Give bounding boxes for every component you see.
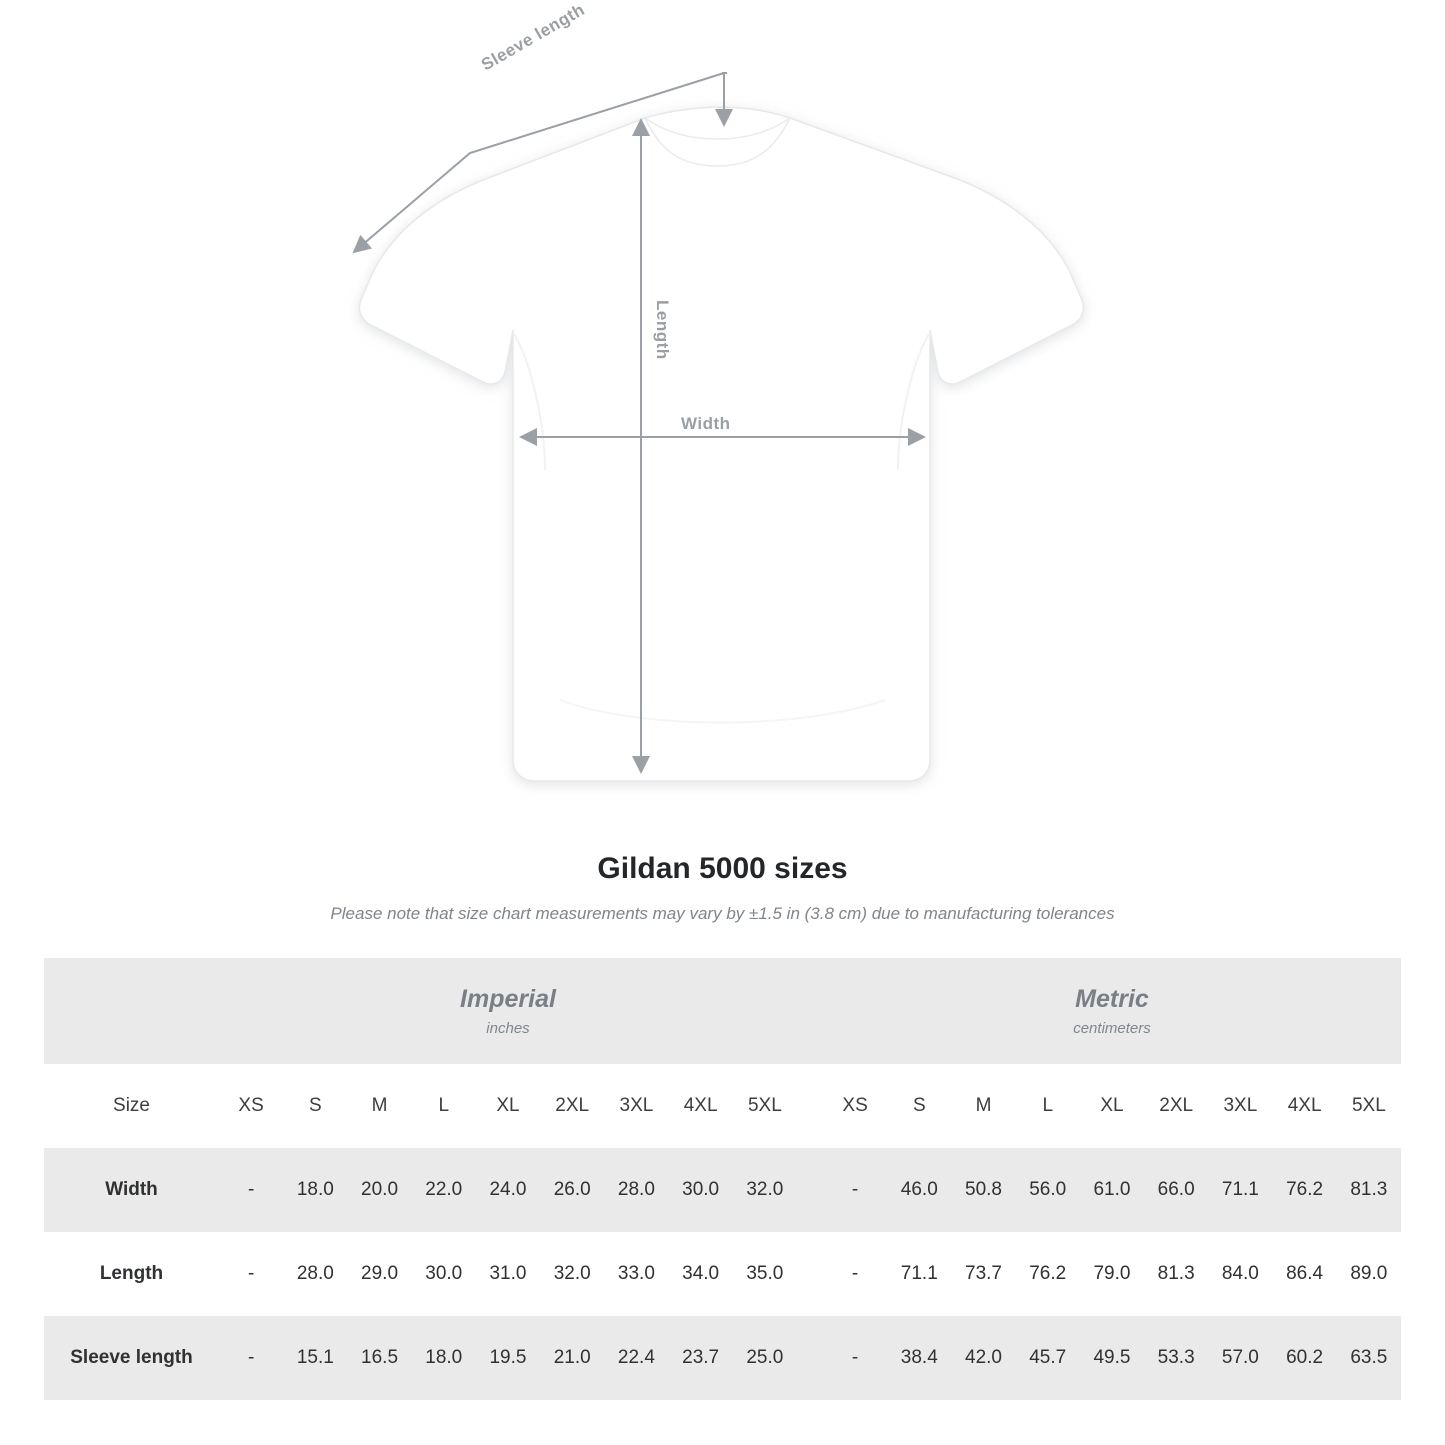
row-label-length: Length — [44, 1232, 219, 1316]
width-metric-2xl: 66.0 — [1144, 1148, 1208, 1232]
sleeve-metric-xl: 49.5 — [1080, 1316, 1144, 1400]
width-metric-s: 46.0 — [887, 1148, 951, 1232]
length-metric-l: 76.2 — [1016, 1232, 1080, 1316]
sleeve-metric-l: 45.7 — [1016, 1316, 1080, 1400]
sleeve-metric-s: 38.4 — [887, 1316, 951, 1400]
width-metric-5xl: 81.3 — [1337, 1148, 1401, 1232]
title-block — [0, 852, 1445, 924]
unit-header-spacer — [44, 958, 219, 1064]
header-metric-5xl: 5XL — [1337, 1064, 1401, 1148]
length-metric-2xl: 81.3 — [1144, 1232, 1208, 1316]
header-metric-xl: XL — [1080, 1064, 1144, 1148]
metric-subtitle: centimeters — [1073, 1019, 1151, 1037]
sleeve-metric-m: 42.0 — [951, 1316, 1015, 1400]
sleeve-imperial-3xl: 22.4 — [604, 1316, 668, 1400]
table-row-sleeve-length — [44, 1316, 1401, 1400]
sleeve-imperial-xs: - — [219, 1316, 283, 1400]
header-metric-4xl: 4XL — [1273, 1064, 1337, 1148]
sleeve-metric-4xl: 60.2 — [1273, 1316, 1337, 1400]
imperial-title: Imperial — [460, 985, 556, 1014]
row-label-width: Width — [44, 1148, 219, 1232]
header-imperial-xl: XL — [476, 1064, 540, 1148]
sleeve-imperial-m: 16.5 — [347, 1316, 411, 1400]
length-metric-m: 73.7 — [951, 1232, 1015, 1316]
sleeve-imperial-4xl: 23.7 — [669, 1316, 733, 1400]
length-imperial-m: 29.0 — [347, 1232, 411, 1316]
width-imperial-5xl: 32.0 — [733, 1148, 797, 1232]
metric-title: Metric — [1075, 985, 1149, 1014]
width-metric-xs: - — [823, 1148, 887, 1232]
width-imperial-s: 18.0 — [283, 1148, 347, 1232]
length-label: Length — [653, 300, 672, 360]
page-title: Gildan 5000 sizes — [597, 852, 848, 885]
length-metric-5xl: 89.0 — [1337, 1232, 1401, 1316]
header-imperial-l: L — [412, 1064, 476, 1148]
header-metric-2xl: 2XL — [1144, 1064, 1208, 1148]
sleeve-metric-5xl: 63.5 — [1337, 1316, 1401, 1400]
header-imperial-s: S — [283, 1064, 347, 1148]
row-label-sleeve-length: Sleeve length — [44, 1316, 219, 1400]
length-gap — [797, 1232, 823, 1316]
sleeve-metric-2xl: 53.3 — [1144, 1316, 1208, 1400]
header-imperial-5xl: 5XL — [733, 1064, 797, 1148]
size-table — [44, 958, 1401, 1400]
length-metric-4xl: 86.4 — [1273, 1232, 1337, 1316]
length-imperial-xs: - — [219, 1232, 283, 1316]
table-row-width — [44, 1148, 1401, 1232]
header-imperial-3xl: 3XL — [604, 1064, 668, 1148]
width-metric-4xl: 76.2 — [1273, 1148, 1337, 1232]
header-metric-l: L — [1016, 1064, 1080, 1148]
width-imperial-4xl: 30.0 — [669, 1148, 733, 1232]
width-metric-l: 56.0 — [1016, 1148, 1080, 1232]
header-imperial-2xl: 2XL — [540, 1064, 604, 1148]
header-imperial-xs: XS — [219, 1064, 283, 1148]
header-metric-xs: XS — [823, 1064, 887, 1148]
width-imperial-l: 22.0 — [412, 1148, 476, 1232]
unit-header-row — [44, 958, 1401, 1064]
width-imperial-3xl: 28.0 — [604, 1148, 668, 1232]
sleeve-imperial-xl: 19.5 — [476, 1316, 540, 1400]
sleeve-gap — [797, 1316, 823, 1400]
sleeve-metric-xs: - — [823, 1316, 887, 1400]
length-metric-xl: 79.0 — [1080, 1232, 1144, 1316]
unit-header-imperial — [219, 958, 797, 1064]
length-imperial-3xl: 33.0 — [604, 1232, 668, 1316]
tshirt-shape — [359, 107, 1083, 781]
sleeve-imperial-2xl: 21.0 — [540, 1316, 604, 1400]
sleeve-length-label: Sleeve length — [478, 0, 589, 75]
size-header-row — [44, 1064, 1401, 1148]
width-metric-3xl: 71.1 — [1208, 1148, 1272, 1232]
sleeve-imperial-l: 18.0 — [412, 1316, 476, 1400]
length-metric-xs: - — [823, 1232, 887, 1316]
unit-header-gap — [797, 958, 823, 1064]
width-metric-m: 50.8 — [951, 1148, 1015, 1232]
sleeve-metric-3xl: 57.0 — [1208, 1316, 1272, 1400]
length-imperial-xl: 31.0 — [476, 1232, 540, 1316]
width-imperial-xl: 24.0 — [476, 1148, 540, 1232]
size-table-wrap — [44, 958, 1401, 1400]
length-imperial-l: 30.0 — [412, 1232, 476, 1316]
table-row-length — [44, 1232, 1401, 1316]
width-label: Width — [681, 414, 731, 433]
unit-header-metric — [823, 958, 1401, 1064]
header-metric-3xl: 3XL — [1208, 1064, 1272, 1148]
header-imperial-m: M — [347, 1064, 411, 1148]
sleeve-imperial-s: 15.1 — [283, 1316, 347, 1400]
width-imperial-xs: - — [219, 1148, 283, 1232]
length-imperial-5xl: 35.0 — [733, 1232, 797, 1316]
sleeve-imperial-5xl: 25.0 — [733, 1316, 797, 1400]
length-imperial-s: 28.0 — [283, 1232, 347, 1316]
header-gap — [797, 1064, 823, 1148]
length-metric-s: 71.1 — [887, 1232, 951, 1316]
header-metric-s: S — [887, 1064, 951, 1148]
length-imperial-4xl: 34.0 — [669, 1232, 733, 1316]
width-metric-xl: 61.0 — [1080, 1148, 1144, 1232]
width-imperial-m: 20.0 — [347, 1148, 411, 1232]
width-imperial-2xl: 26.0 — [540, 1148, 604, 1232]
length-imperial-2xl: 32.0 — [540, 1232, 604, 1316]
length-metric-3xl: 84.0 — [1208, 1232, 1272, 1316]
size-header-cell: Size — [44, 1064, 219, 1148]
header-imperial-4xl: 4XL — [669, 1064, 733, 1148]
imperial-subtitle: inches — [486, 1019, 530, 1037]
tolerance-note: Please note that size chart measurements may vary by ±1.5 in (3.8 cm) due to manufacturing tolerances — [330, 904, 1115, 923]
width-gap — [797, 1148, 823, 1232]
header-metric-m: M — [951, 1064, 1015, 1148]
